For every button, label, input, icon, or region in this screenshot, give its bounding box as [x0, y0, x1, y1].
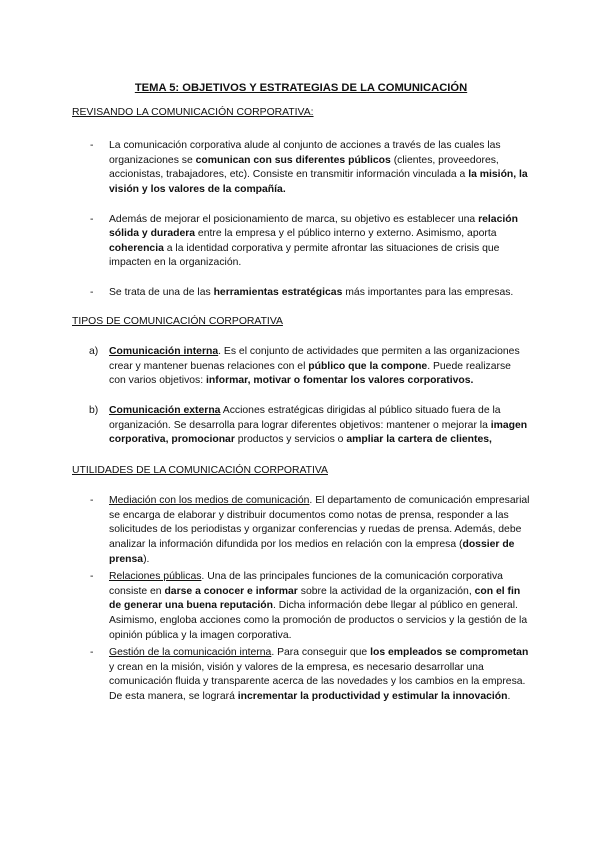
bold-text: público que la compone	[308, 360, 428, 372]
text-run: Además de mejorar el posicionamiento de marca, su objetivo es establecer una	[109, 213, 479, 225]
list-item	[72, 286, 530, 301]
section-heading: REVISANDO LA COMUNICACIÓN CORPORATIVA:	[72, 106, 314, 118]
bold-text: imagen corporativa, promocionar	[109, 419, 528, 446]
text-run: . Para conseguir que	[271, 647, 371, 659]
section-list	[72, 139, 530, 300]
list-marker: -	[90, 647, 94, 659]
list-item	[72, 213, 530, 271]
section	[72, 315, 530, 448]
item-text	[109, 571, 527, 640]
bold-text: con el fin de generar una buena reputación	[109, 585, 521, 612]
text-run: y crean en la misión, visión y valores de la empresa, es necesario desarrollar una comunicación fluida y transparente acerca de las novedades y los cambios en la empresa. De esta manera, se logrará	[109, 661, 526, 702]
bold-text: coherencia	[109, 242, 164, 254]
item-text	[109, 287, 513, 298]
text-run: . El departamento de comunicación empresarial se encarga de elaborar y distribuir documentos como notas de prensa, responder a las solicitudes de los periodistas y organizar conferencias y ruedas de prensa. Además, debe analizar la información difundida por los medios en relación con la empresa (	[109, 495, 530, 551]
bold-text: Comunicación externa	[109, 404, 221, 416]
list-marker: -	[90, 140, 94, 152]
item-text	[109, 214, 518, 269]
text-run: .	[507, 691, 511, 702]
bold-text: la misión, la visión y los valores de la compañía.	[109, 169, 528, 195]
list-marker: -	[90, 571, 94, 583]
document-title: TEMA 5: OBJETIVOS Y ESTRATEGIAS DE LA COMUNICACIÓN	[134, 82, 468, 94]
section	[72, 106, 530, 301]
section-list	[72, 345, 530, 448]
bold-text: incrementar la productividad y estimular la innovación	[237, 691, 508, 702]
text-run: sobre la actividad de la organización,	[297, 585, 475, 597]
text-run: . Es el conjunto de actividades que permiten a las organizaciones crear y mantener buenas relaciones con el	[109, 346, 520, 372]
list-item	[72, 494, 530, 567]
bold-text: ampliar la cartera de clientes,	[346, 434, 492, 446]
bold-text: los empleados se comprometan	[370, 647, 529, 659]
item-text	[109, 405, 527, 445]
bold-text: dossier de prensa	[109, 539, 515, 565]
item-text	[109, 495, 529, 564]
list-marker: -	[90, 495, 94, 507]
bold-text: darse a conocer e informar	[164, 585, 298, 597]
text-run: . Puede realizarse con varios objetivos:	[109, 360, 511, 387]
list-marker: b)	[89, 404, 99, 416]
list-item	[72, 345, 530, 389]
item-text	[109, 346, 520, 386]
text-run: La comunicación corporativa alude al conjunto de acciones a través de las cuales las organizaciones se	[109, 140, 501, 166]
list-item	[72, 139, 530, 197]
bold-text: comunican con sus diferentes públicos	[195, 154, 391, 166]
text-run: . Una de las principales funciones de la comunicación corporativa consiste en	[109, 571, 503, 597]
list-marker: a)	[89, 346, 99, 358]
list-marker: -	[90, 213, 94, 225]
underlined-text: Relaciones públicas	[109, 571, 202, 583]
item-text	[109, 647, 528, 702]
list-item	[72, 570, 530, 643]
list-item	[72, 404, 530, 448]
section-heading: UTILIDADES DE LA COMUNICACIÓN CORPORATIVA	[72, 464, 328, 476]
bold-text: informar, motivar o fomentar los valores corporativos.	[206, 375, 474, 387]
underlined-text: Mediación con los medios de comunicación	[109, 495, 310, 507]
section	[72, 464, 530, 705]
text-run: (clientes, proveedores, accionistas, trabajadores, etc). Consiste en transmitir información vinculada a	[109, 154, 499, 181]
text-run: ).	[143, 553, 150, 565]
bold-text: relación sólida y duradera	[109, 213, 518, 240]
text-run: más importantes para las empresas.	[342, 286, 514, 298]
document-body	[72, 106, 530, 705]
bold-text: herramientas estratégicas	[213, 286, 343, 298]
text-run: productos y servicios o	[234, 434, 347, 446]
list-marker: -	[90, 286, 94, 298]
bold-text: Comunicación interna	[109, 346, 219, 358]
text-run: . Dicha información debe llegar al público en general. Asimismo, engloba acciones como la promoción de productos o servicios y la gestión de la opinión pública y la imagen corporativa.	[109, 600, 528, 641]
section-list	[72, 494, 530, 704]
section-heading: TIPOS DE COMUNICACIÓN CORPORATIVA	[72, 315, 283, 327]
text-run: a la identidad corporativa y permite afrontar las situaciones de crisis que impacten en la organización.	[109, 242, 500, 269]
text-run: Se trata de una de las	[109, 286, 214, 298]
list-item	[72, 646, 530, 704]
text-run: entre la empresa y el público interno y externo. Asimismo, aporta	[195, 228, 497, 240]
text-run: Acciones estratégicas dirigidas al público situado fuera de la organización. Se desarrolla para lograr diferentes objetivos: mantener o mejorar la	[109, 404, 501, 431]
underlined-text: Gestión de la comunicación interna	[109, 647, 272, 659]
item-text	[109, 140, 528, 195]
